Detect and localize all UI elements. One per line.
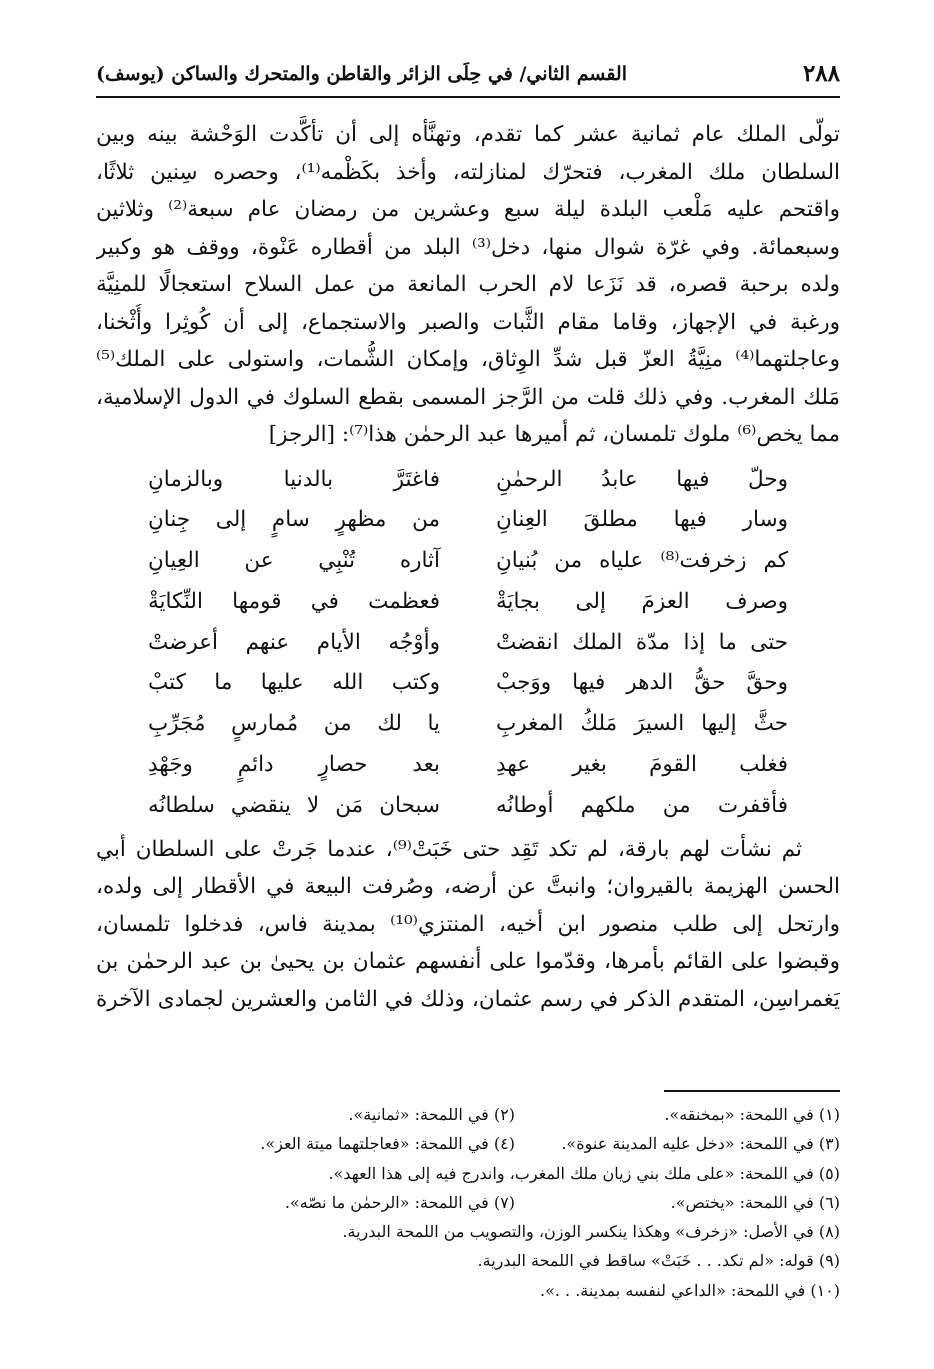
text-line: ورغبة في الإجهاز، وقاما مقام الثَّبات والصبر والاستجماع، إلى أن كُوثِرا وأُثْخنا،: [96, 309, 840, 335]
text-line: وقبضوا على القائم بأمرها، وقدّموا على أنفسهم عثمان بن يحيىٰ بن عبد الرحمٰن بن: [96, 949, 840, 975]
text-line: يَغمراسِن، المتقدم الذكر في رسم عثمان، وذلك في الثامن والعشرين لجمادى الآخرة: [96, 986, 840, 1012]
footnote-row: [96, 1246, 840, 1275]
poem-verse: [96, 663, 840, 704]
footnote: (٢) في اللمحة: «ثمانية».: [348, 1105, 515, 1124]
poem-verse: [96, 745, 840, 786]
footnote: (٦) في اللمحة: «يختص».: [670, 1192, 840, 1212]
footnote-row: [96, 1276, 840, 1305]
text-line: السلطان ملك المغرب، فتحرّك لمنازلته، وأخذ بكَظْمه⁽¹⁾، وحصره سِنين ثلاثًا،: [96, 159, 840, 185]
paragraph-2: [96, 831, 840, 1019]
verse-second-hemistich: يا لك من مُمارسٍ مُجَرِّبِ: [148, 711, 440, 737]
verse-second-hemistich: بعد حصارٍ دائمٍ وجَهْدِ: [148, 752, 440, 778]
footnote: (٨) في الأصل: «زخرف» وهكذا ينكسر الوزن، والتصويب من اللمحة البدرية.: [342, 1222, 840, 1242]
poem-verse: [96, 582, 840, 623]
footnote-row: [96, 1188, 840, 1217]
footnote-row: [96, 1129, 840, 1158]
verse-first-hemistich: فغلب القومَ بغير عهدِ: [496, 752, 788, 778]
footnote-row: [96, 1217, 840, 1246]
verse-first-hemistich: وصرف العزمَ إلى بجايَةْ: [496, 588, 788, 614]
footnote: (٤) في اللمحة: «فعاجلتهما ميتة العز».: [260, 1134, 515, 1154]
verse-first-hemistich: فأقفرت من ملكهم أوطانُه: [496, 792, 788, 818]
book-page: [96, 52, 840, 1300]
poem-verse: [96, 786, 840, 827]
paragraph-1: [96, 116, 840, 454]
verse-first-hemistich: كم زخرفت⁽⁸⁾ علياه من بُنيانِ: [496, 548, 788, 574]
text-line: ثم نشأت لهم بارقة، لم تكد تَقِد حتى خَبَتْ⁽⁹⁾، عندما جَرتْ على السلطان أبي: [96, 836, 802, 862]
verse-first-hemistich: وسار فيها مطلقَ العِنانِ: [496, 507, 788, 533]
running-title: القسم الثاني/ في حِلَى الزائر والقاطن والمتحرك والساكن (يوسف): [96, 63, 627, 85]
poem-verse: [96, 541, 840, 582]
poem-verse: [96, 704, 840, 745]
verse-first-hemistich: وحقَّ حقُّ الدهر فيها ووَجبْ: [496, 670, 788, 696]
footnote-row: [96, 1159, 840, 1188]
page-header: [96, 52, 840, 98]
text-line: تولّى الملك عام ثمانية عشر كما تقدم، وتهنَّأه إلى أن تأكَّدت الوَحْشة بينه وبين: [96, 122, 840, 147]
text-line: الحسن الهزيمة بالقيروان؛ وانبتَّ عن أرضه، وصُرفت البيعة في الأقطار إلى ولده،: [96, 874, 840, 900]
verse-first-hemistich: وحلّ فيها عابدُ الرحمٰنِ: [496, 466, 788, 492]
verse-second-hemistich: فاغتَرَّ بالدنيا وبالزمانِ: [148, 466, 440, 492]
text-line: واقتحم عليه مَلْعب البلدة ليلة سبع وعشرين من رمضان عام سبعة⁽²⁾ وثلاثين: [96, 197, 840, 222]
poem: [96, 460, 840, 827]
poem-verse: [96, 500, 840, 541]
verse-second-hemistich: وأوْجُه الأيام عنهم أعرضتْ: [148, 629, 440, 655]
footnote: (١٠) في اللمحة: «الداعي لنفسه بمدينة. . .».: [539, 1280, 840, 1300]
footnote-row: [96, 1100, 840, 1129]
text-line: وعاجلتهما⁽⁴⁾ منِيَّةُ العزّ قبل شدِّ الوِثاق، وإمكان الشُّمات، واستولى على الملك⁽⁵⁾: [96, 347, 840, 372]
text-line: مَلك المغرب. وفي ذلك قلت من الرَّجز المسمى بقطع السلوك في الدول الإسلامية،: [96, 384, 840, 410]
verse-second-hemistich: من مظهرٍ سامٍ إلى جِنانِ: [148, 507, 440, 533]
footnote-divider: [664, 1090, 840, 1092]
footnote: (٥) في اللمحة: «على ملك بني زيان ملك المغرب، واندرج فيه إلى هذا العهد».: [328, 1163, 840, 1183]
verse-second-hemistich: سبحان مَن لا ينقضي سلطانُه: [148, 792, 440, 818]
text-line: ولده برحبة قصره، قد نَزَعا لام الحرب المانعة من عمل السلاح استعجالًا للمنِيَّة: [96, 272, 840, 297]
verse-second-hemistich: آثاره تُنْبِي عن العِيانِ: [148, 548, 440, 574]
footnote: (١) في اللمحة: «بمخنقه».: [664, 1105, 840, 1124]
verse-second-hemistich: وكتب الله عليها ما كتبْ: [148, 670, 440, 696]
footnotes: [96, 1100, 840, 1305]
verse-first-hemistich: حثَّ إليها السيرَ مَلكُ المغربِ: [496, 711, 788, 737]
text-line: وارتحل إلى طلب منصور ابن أخيه، المنتزي⁽¹⁰⁾ بمدينة فاس، فدخلوا تلمسان،: [96, 911, 840, 937]
text-line: وسبعمائة. وفي غرّة شوال منها، دخل⁽³⁾ البلد من أقطاره عَنْوة، ووقف هو وكبير: [96, 234, 840, 260]
page-number: ٢٨٨: [802, 60, 840, 87]
verse-second-hemistich: فعظمت في قومها النِّكايَةْ: [148, 588, 440, 614]
main-text: [96, 116, 840, 1018]
poem-verse: [96, 460, 840, 501]
text-line: مما يخص⁽⁶⁾ ملوك تلمسان، ثم أميرها عبد الرحمٰن هذا⁽⁷⁾: [الرجز]: [268, 422, 840, 447]
poem-verse: [96, 623, 840, 664]
footnote: (٣) في اللمحة: «دخل عليه المدينة عنوة».: [561, 1134, 840, 1154]
verse-first-hemistich: حتى ما إذا مدّة الملك انقضتْ: [496, 629, 788, 655]
footnote: (٩) قوله: «لم تكد. . . خَبَتْ» ساقط في اللمحة البدرية.: [477, 1251, 840, 1271]
footnote: (٧) في اللمحة: «الرحمٰن ما نصّه».: [284, 1192, 515, 1212]
